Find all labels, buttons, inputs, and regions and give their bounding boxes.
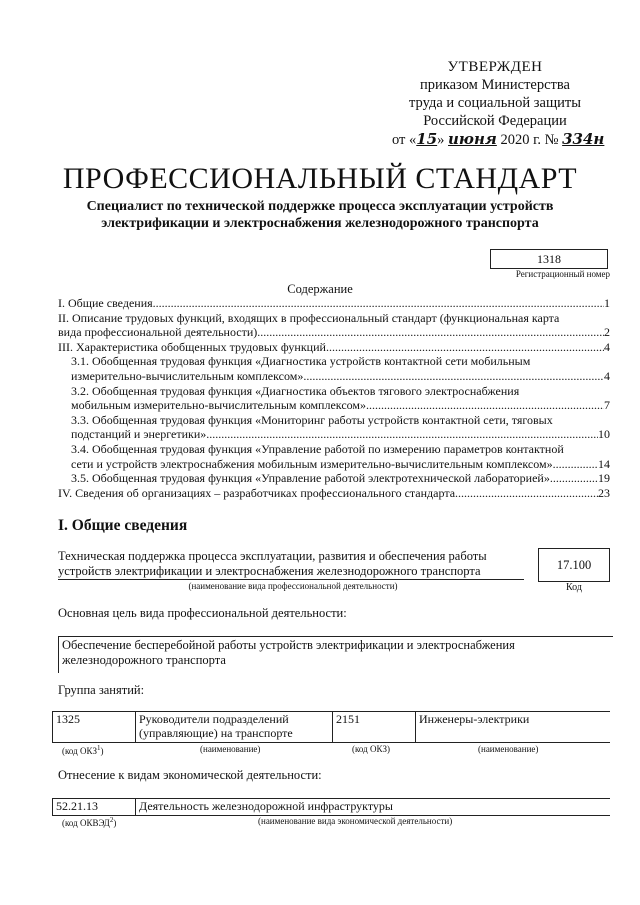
toc-label: 3.3. Обобщенная трудовая функция «Мониторинг работы устройств контактной сети, тяговых bbox=[71, 412, 553, 427]
code-caption: Код bbox=[566, 582, 582, 593]
toc-label: мобильным измерительно-вычислительным комплексом». bbox=[71, 398, 370, 413]
toc-leader bbox=[550, 471, 598, 486]
okved-name-caption: (наименование вида экономической деятельности) bbox=[258, 816, 453, 826]
date-prefix: от « bbox=[392, 132, 417, 148]
toc-page: 1 bbox=[604, 296, 610, 310]
toc-leader bbox=[369, 398, 604, 413]
toc-leader bbox=[303, 369, 604, 384]
goal-box bbox=[58, 636, 613, 673]
approval-heading: УТВЕРЖДЕН bbox=[447, 59, 543, 75]
okz-code: 1325 bbox=[53, 712, 136, 743]
goal-line: Обеспечение бесперебойной работы устройств электрификации и электроснабжения bbox=[62, 638, 515, 652]
activity-line: устройств электрификации и электроснабжения железнодорожного транспорта bbox=[58, 564, 481, 578]
section-heading: I. Общие сведения bbox=[58, 517, 188, 534]
econ-label: Отнесение к видам экономической деятельности: bbox=[58, 768, 322, 782]
toc-label: III. Характеристика обобщенных трудовых функций bbox=[58, 339, 326, 354]
okz-name-line: (управляющие) на транспорте bbox=[139, 726, 293, 740]
activity-caption: (наименование вида профессиональной деятельности) bbox=[188, 581, 398, 591]
toc-label: 3.2. Обобщенная трудовая функция «Диагностика объектов тягового электроснабжения bbox=[71, 383, 520, 398]
goal-line: железнодорожного транспорта bbox=[62, 653, 226, 667]
goal-label: Основная цель вида профессиональной деятельности: bbox=[58, 606, 347, 620]
date-year: 2020 г. № bbox=[496, 132, 563, 148]
okz-name bbox=[136, 712, 333, 743]
document-subtitle: Специалист по технической поддержке процесса эксплуатации устройств электрификации и электроснабжения железнодорожного транспорта bbox=[86, 199, 554, 231]
registration-number-box: 1318 bbox=[490, 249, 608, 269]
toc-item[interactable] bbox=[58, 296, 610, 311]
date-sep: » bbox=[437, 132, 449, 148]
toc-page: 7 bbox=[604, 398, 610, 413]
order-number: 334н bbox=[562, 130, 605, 148]
document-title: ПРОФЕССИОНАЛЬНЫЙ СТАНДАРТ bbox=[62, 162, 578, 195]
toc-leader bbox=[153, 296, 604, 311]
okz-code: 2151 bbox=[333, 712, 416, 743]
toc-label: 3.4. Обобщенная трудовая функция «Управление работой по измерению параметров контактной bbox=[71, 441, 564, 456]
footnote-ref: 1 bbox=[97, 744, 101, 752]
toc-leader bbox=[257, 325, 604, 340]
toc-leader bbox=[553, 457, 598, 472]
activity-line: Техническая поддержка процесса эксплуатации, развития и обеспечения работы bbox=[58, 549, 487, 563]
toc-label: 3.5. Обобщенная трудовая функция «Управление работой электротехнической лабораторией» bbox=[71, 471, 550, 486]
toc-page: 19 bbox=[598, 471, 610, 486]
toc-page: 10 bbox=[598, 427, 610, 442]
okz-name-line: Руководители подразделений bbox=[139, 712, 289, 726]
toc-page: 14 bbox=[598, 456, 610, 471]
toc-item[interactable] bbox=[58, 471, 610, 486]
table-row bbox=[53, 799, 611, 816]
approval-line: Российской Федерации bbox=[423, 113, 567, 129]
okz-name-caption: (наименование) bbox=[200, 744, 261, 754]
toc-item[interactable] bbox=[58, 384, 610, 413]
toc-leader bbox=[326, 340, 604, 355]
toc-item[interactable] bbox=[58, 486, 610, 501]
activity-name bbox=[58, 549, 528, 579]
toc-page: 23 bbox=[598, 485, 610, 500]
toc-item[interactable] bbox=[58, 354, 610, 383]
okz-name: Инженеры-электрики bbox=[416, 712, 611, 743]
toc-leader bbox=[455, 486, 598, 501]
activity-code-box: 17.100 bbox=[538, 548, 610, 582]
okved-name: Деятельность железнодорожной инфраструктуры bbox=[136, 799, 611, 816]
toc-item[interactable] bbox=[58, 413, 610, 442]
caption-text: ) bbox=[100, 746, 104, 756]
toc-label: II. Описание трудовых функций, входящих в профессиональный стандарт (функциональная карта bbox=[58, 310, 560, 325]
toc-label: I. Общие сведения bbox=[58, 296, 153, 310]
toc-leader bbox=[206, 427, 598, 442]
toc-title: Содержание bbox=[287, 282, 353, 296]
toc-label: IV. Сведения об организациях – разработчиках профессионального стандарта bbox=[58, 485, 456, 500]
caption-text: (код ОКВЭД bbox=[62, 818, 110, 828]
toc-label: вида профессиональной деятельности) bbox=[58, 325, 258, 340]
approval-line: труда и социальной защиты bbox=[409, 95, 581, 111]
registration-caption: Регистрационный номер bbox=[515, 269, 610, 279]
date-day: 15 bbox=[416, 130, 438, 148]
toc-item[interactable] bbox=[58, 340, 610, 355]
toc-label: сети и устройств электроснабжения мобильным измерительно-вычислительным комплексом» bbox=[71, 456, 553, 471]
okz-name-caption: (наименование) bbox=[478, 744, 539, 754]
econ-table bbox=[52, 798, 610, 816]
date-month: июня bbox=[448, 130, 497, 148]
approval-block bbox=[380, 58, 610, 149]
toc-label: подстанций и энергетики» bbox=[71, 427, 207, 442]
okved-code-caption bbox=[62, 816, 116, 828]
divider bbox=[58, 579, 524, 580]
okved-code: 52.21.13 bbox=[53, 799, 136, 816]
okz-code-caption: (код ОКЗ) bbox=[352, 744, 390, 754]
toc-label: измерительно-вычислительным комплексом» bbox=[71, 368, 304, 383]
caption-text: (код ОКЗ bbox=[62, 746, 97, 756]
approval-line: приказом Министерства bbox=[420, 77, 570, 93]
toc-page: 2 bbox=[604, 325, 610, 340]
table-of-contents bbox=[58, 296, 610, 500]
toc-item[interactable] bbox=[58, 442, 610, 471]
toc-page: 4 bbox=[604, 339, 610, 354]
footnote-ref: 2 bbox=[109, 816, 114, 824]
caption-text: ) bbox=[113, 818, 117, 828]
occupation-table bbox=[52, 711, 610, 743]
group-label: Группа занятий: bbox=[58, 683, 145, 697]
toc-page: 4 bbox=[604, 368, 610, 383]
toc-item[interactable] bbox=[58, 311, 610, 340]
toc-label: 3.1. Обобщенная трудовая функция «Диагностика устройств контактной сети мобильным bbox=[71, 354, 531, 369]
table-row bbox=[53, 712, 611, 743]
okz-code-caption bbox=[62, 744, 104, 756]
approval-date bbox=[380, 130, 610, 149]
